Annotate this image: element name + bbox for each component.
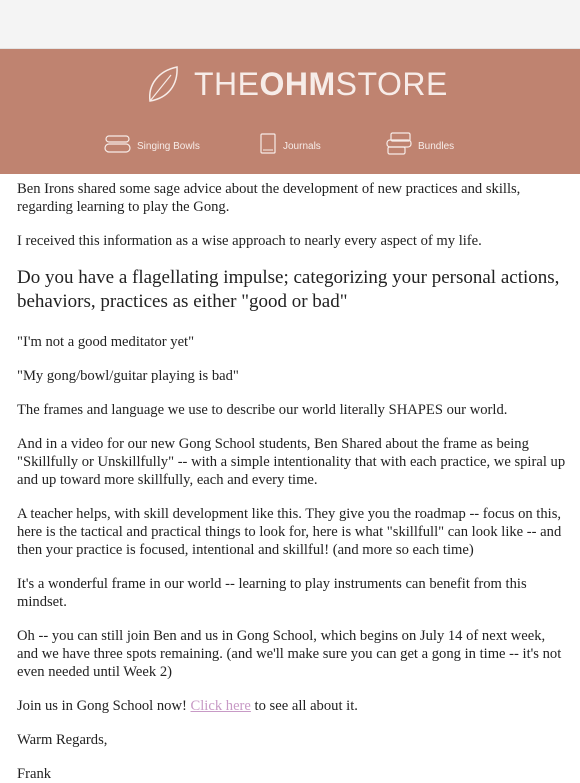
paragraph-video: And in a video for our new Gong School students, Ben Shared about the frame as being "Skillfully or Unskillfully" -- with a simple intentionality that with each practice, we spiral up and up toward more skillfully, each and every time. [17,436,566,488]
cta-text-after: to see all about it. [250,698,358,714]
brand-name [194,64,448,104]
call-to-action [17,697,569,715]
brand-name-store: STORE [335,66,448,102]
top-bar [0,0,580,49]
section-heading: Do you have a flagellating impulse; categorizing your personal actions, behaviors, practices as either "good or bad" [17,267,560,312]
paragraph-teacher: A teacher helps, with skill development like this. They give you the roadmap -- focus on this, here is the tactical and practical things to look for, here is what "skillfull" can look like -- and then your practice is focused, intentional and skillful! (and more so each time) [17,506,562,558]
signature: Frank [17,766,52,782]
brand-name-ohm: OHM [259,66,336,102]
cta-text-before: Join us in Gong School now! [17,698,191,714]
brand-name-the: THE [194,66,260,102]
paragraph-intro: Ben Irons shared some sage advice about the development of new practices and skills, regarding learning to play the Gong. [17,181,521,215]
quote-meditator: "I'm not a good meditator yet" [17,334,195,350]
paragraph-wise-approach: I received this information as a wise approach to nearly every aspect of my life. [17,233,482,249]
nav-item-journals[interactable] [259,131,321,161]
paragraph-wonderful-frame: It's a wonderful frame in our world -- learning to play instruments can benefit from this mindset. [17,576,527,610]
paragraph-gong-school: Oh -- you can still join Ben and us in Gong School, which begins on July 14 of next week, and we have three spots remaining. (and we'll make sure you can get a gong in time -- it's not even needed until Week 2) [17,628,562,680]
email-body [17,180,569,783]
journal-icon [259,133,277,160]
nav-item-singing-bowls[interactable] [104,131,200,161]
quote-playing: "My gong/bowl/guitar playing is bad" [17,368,239,384]
closing: Warm Regards, [17,732,108,748]
brand-logo[interactable] [146,64,448,104]
paragraph-frames: The frames and language we use to describe our world literally SHAPES our world. [17,402,508,418]
bundle-icon [386,132,412,161]
leaf-icon [146,65,180,103]
click-here-link[interactable]: Click here [190,698,251,714]
nav-label-singing-bowls: Singing Bowls [137,140,200,152]
nav-item-bundles[interactable] [386,131,454,161]
singing-bowl-icon [104,133,131,160]
category-nav [0,131,580,161]
nav-label-bundles: Bundles [418,140,455,152]
nav-label-journals: Journals [283,140,321,152]
